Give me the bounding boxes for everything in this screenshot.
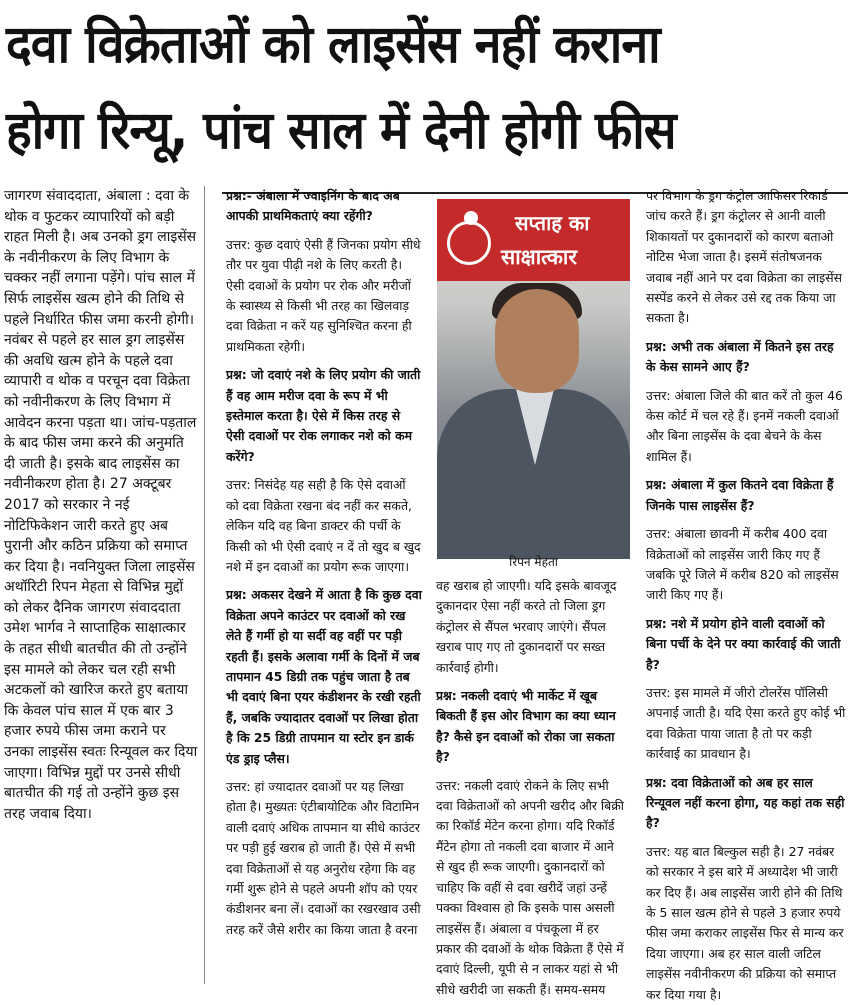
column-divider	[204, 186, 205, 984]
headline	[6, 2, 845, 180]
question-5: प्रश्न: अभी तक अंबाला में कितने इस तरह के केस सामने आए हैं?	[646, 338, 834, 375]
question-1: प्रश्न:- अंबाला में ज्वाइनिंग के बाद अब आपकी प्राथमिकताएं क्या रहेंगी?	[226, 188, 400, 224]
answer-3: उत्तर: हां ज्यादातर दवाओं पर यह लिखा होता है। मुख्यतः एंटीबायोटिक और विटामिन वाली दवाएं अधिक तापमान या सीधे काउंटर पर पड़ी हुई खराब हो जाती हैं। ऐसे में सभी दवा विक्रेताओं से यह अनुरोध रहेगा कि वह गर्मी शुरू होने से पहले अपनी शॉप को एयर कंडीशनर बना लें। दवाओं का रखरखाव उसी तरह करें जैसे शरीर का किया जाता है वरना	[226, 778, 421, 937]
microphone-head-icon	[464, 211, 478, 225]
question-4: प्रश्न: नकली दवाएं भी मार्केट में खूब बिकती हैं इस ओर विभाग का क्या ध्यान है? कैसे इन दवाओं को रोका जा सकता है?	[436, 688, 616, 765]
answer-7: उत्तर: इस मामले में जीरो टोलरेंस पॉलिसी अपनाई जाती है। यदि ऐसा करते हुए कोई भी दवा विक्रेता पाया जाता है तो पर कड़ी कार्रवाई का प्रावधान है।	[646, 684, 846, 762]
interview-column-1	[226, 186, 422, 986]
question-2: प्रश्न: जो दवाएं नशे के लिए प्रयोग की जाती हैं वह आम मरीज दवा के रूप में भी इस्तेमाल करता है। ऐसे में किस तरह से ऐसी दवाओं पर रोक लगाकर नशे को कम करेंगे?	[226, 367, 421, 464]
photo-face	[495, 289, 579, 393]
question-8: प्रश्न: दवा विक्रेताओं को अब हर साल रिन्यूवल नहीं करना होगा, यह कहां तक सही है?	[646, 774, 845, 831]
answer-4-continued: पर विभाग के ड्रग कंट्रोल आफिसर रिकार्ड जांच करते हैं। ड्रग कंट्रोलर से आनी वाली शिकायतों पर दुकानदारों को कारण बताओ नोटिस भेजा जाता है। इसमें संतोषजनक जवाब नहीं आने पर दवा विक्रेता का लाइसेंस सस्पेंड करने से लेकर उसे रद्द तक किया जा सकता है।	[646, 188, 842, 326]
answer-2: उत्तर: निसंदेह यह सही है कि ऐसे दवाओं को दवा विक्रेता रखना बंद नहीं कर सकते, लेकिन यदि वह बिना डाक्टर की पर्ची के किसी को भी ऐसी दवाएं न दें तो खुद ब खुद नशे में इन दवाओं का प्रयोग रूक जाएगा।	[226, 477, 421, 574]
headline-line-1: दवा विक्रेताओं को लाइसेंस नहीं कराना	[6, 15, 660, 75]
answer-4: उत्तर: नकली दवाएं रोकने के लिए सभी दवा विक्रेताओं को अपनी खरीद और बिक्री का रिकॉर्ड मेंटेन करना होगा। यदि रिकॉर्ड मैंटेन होगा तो नकली दवा बाजार में आने से खुद ही रूक जाएगी। दुकानदारों को चाहिए कि वहीं से दवा खरीदें जहां उन्हें पक्का विश्वास हो कि इसके पास असली लाइसेंस हैं। अंबाला व पंचकूला में हर प्रकार की दवाओं के थोक विक्रेता हैं ऐसे में दवाएं दिल्ली, यूपी से न लाकर यहां से भी सीधे खरीदी जा सकती हैं। समय-समय	[436, 777, 624, 997]
answer-1: उत्तर: कुछ दवाएं ऐसी हैं जिनका प्रयोग सीधे तौर पर युवा पीढ़ी नशे के लिए करती है। ऐसी दवाओं के प्रयोग पर रोक और मरीजों के स्वास्थ्य से किसी भी तरह का खिलवाड़ दवा विक्रेता न करें यह सुनिश्चित करना ही प्राथमिकता रहेगी।	[226, 236, 421, 354]
answer-8: उत्तर: यह बात बिल्कुल सही है। 27 नवंबर को सरकार ने इस बारे में अध्यादेश भी जारी कर दिए हैं। अब लाइसेंस जारी होने की तिथि के 5 साल खत्म होने से पहले 3 हजार रुपये फीस जमा कराकर लाइसेंस फिर से मान्य कर दिया जाएगा। अब हर साल वाली जटिल लाइसेंस नवीनीकरण की प्रक्रिया को समाप्त कर दिया गया है।	[646, 843, 844, 1002]
intro-column	[4, 186, 198, 986]
intro-text: जागरण संवाददाता, अंबाला : दवा के थोक व फुटकर व्यापारियों को बड़ी राहत मिली है। अब उनको ड्रग लाइसेंस के नवीनीकरण के लिए विभाग के चक्कर नहीं लगाना पड़ेंगे। पांच साल में सिर्फ लाइसेंस खत्म होने की तिथि से पहले निर्धारित फीस जमा करनी होगी। नवंबर से पहले हर साल ड्रग लाइसेंस की अवधि खत्म होने के पहले दवा व्यापारी व थोक व परचून दवा विक्रेता को नवीनीकरण के लिए विभाग में आवेदन करना पड़ता था। जांच-पड़ताल के बाद फीस जमा करने की अनुमति दी जाती है। इसके बाद लाइसेंस का नवीनीकरण होता है। 27 अक्टूबर 2017 को सरकार ने नई नोटिफिकेशन जारी करते हुए अब पुरानी और कठिन प्रक्रिया को समाप्त कर दिया है। नवनियुक्त जिला लाइसेंस अथॉरिटी रिपन मेहता से विभिन्न मुद्दों को लेकर दैनिक जागरण संवाददाता उमेश भार्गव ने साप्ताहिक साक्षात्कार के तहत सीधी बातचीत की तो उन्होंने इस मामले को लेकर चल रही सभी अटकलों को खारिज करते हुए बताया कि केवल पांच साल में एक बार 3 हजार रुपये फीस जमा कराने पर उनका लाइसेंस स्वतः रिन्यूवल कर दिया जाएगा। विभिन्न मुद्दों पर उनसे सीधी बातचीत की गई तो उन्होंने कुछ इस तरह जवाब दिया।	[4, 188, 198, 822]
question-7: प्रश्न: नशे में प्रयोग होने वाली दवाओं को बिना पर्ची के देने पर क्या कार्रवाई की जाती है?	[646, 615, 841, 672]
question-6: प्रश्न: अंबाला में कुल कितने दवा विक्रेता हैं जिनके पास लाइसेंस हैं?	[646, 477, 834, 513]
interview-column-3	[646, 186, 846, 1002]
badge-line-1: सप्ताह का	[515, 211, 590, 235]
answer-3-continued: वह खराब हो जाएगी। यदि इसके बावजूद दुकानदार ऐसा नहीं करते तो जिला ड्रग कंट्रोलर से सैंपल भरवाए जाएंगे। सैंपल खराब पाए गए तो दुकानदारों पर सख्त कार्रवाई होगी।	[436, 578, 617, 675]
microphone-icon	[447, 221, 491, 265]
question-3: प्रश्न: अकसर देखने में आता है कि कुछ दवा विक्रेता अपने काउंटर पर दवाओं को रख लेते हैं गर्मी हो या सर्दी वह वहीं पर पड़ी रहती हैं। इसके अलावा गर्मी के दिनों में जब तापमान 45 डिग्री तक पहुंच जाता है तब भी दवाएं बिना एयर कंडीशनर के रखी रहती हैं, जबकि ज्यादातर दवाओं पर लिखा होता है कि 25 डिग्री तापमान या स्टोर इन डार्क एंड ड्राइ प्लैस।	[226, 587, 422, 766]
badge-line-2: साक्षात्कार	[501, 245, 577, 269]
headline-line-2: होगा रिन्यू, पांच साल में देनी होगी फीस	[6, 101, 676, 161]
answer-5: उत्तर: अंबाला जिले की बात करें तो कुल 46 केस कोर्ट में चल रहे हैं। इनमें नकली दवाओं और बिना लाइसेंस के दवा बेचने के केस शामिल हैं।	[646, 387, 843, 464]
interview-badge	[437, 199, 630, 281]
answer-6: उत्तर: अंबाला छावनी में करीब 400 दवा विक्रेताओं को लाइसेंस जारी किए गए हैं जबकि पूरे जिले में करीब 820 को लाइसेंस जारी किए गए हैं।	[646, 526, 839, 603]
interview-column-2	[436, 576, 624, 997]
photo-caption: रिपन मेहता	[509, 555, 558, 569]
